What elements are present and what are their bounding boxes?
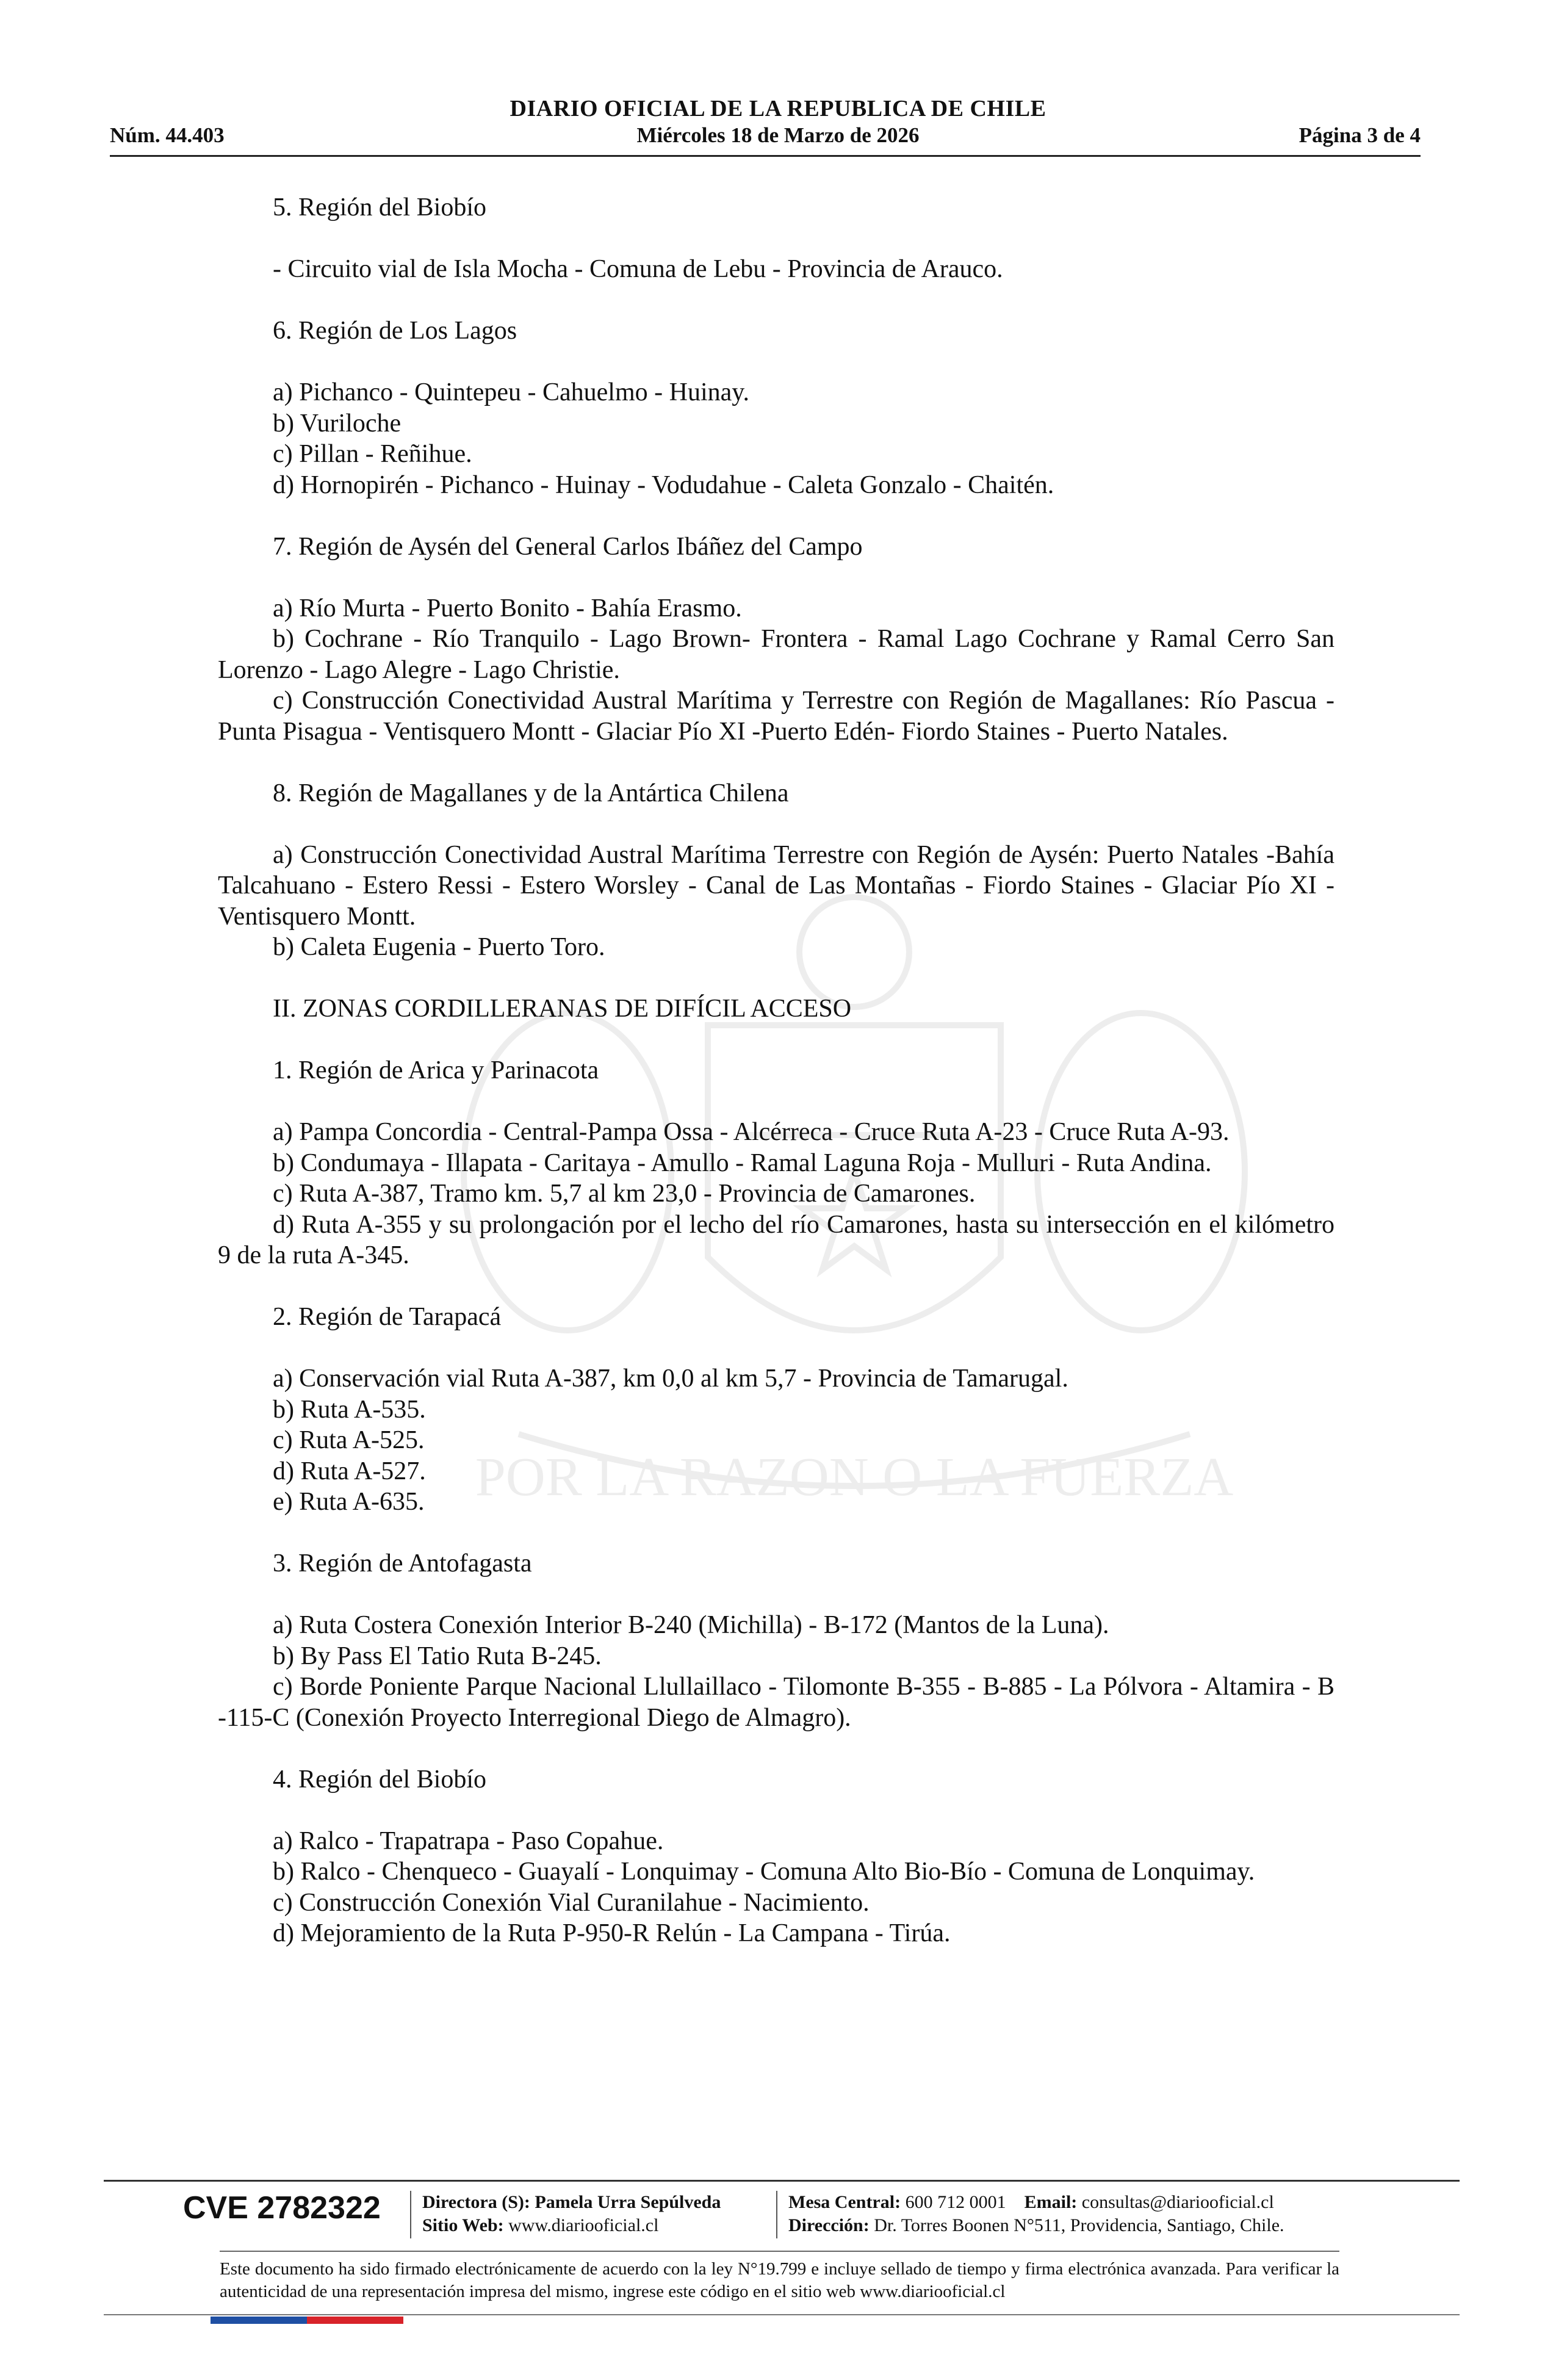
issue-date: Miércoles 18 de Marzo de 2026 bbox=[636, 123, 920, 147]
list-item: c) Borde Poniente Parque Nacional Llullaillaco - Tilomonte B-355 - B-885 - La Pólvora - Altamira - B -115-C (Conexión Proyecto Interregional Diego de Almagro). bbox=[218, 1673, 1334, 1732]
list-item: a) Pampa Concordia - Central-Pampa Ossa - Alcérreca - Cruce Ruta A-23 - Cruce Ruta A-93. bbox=[273, 1118, 1230, 1146]
section-heading: 1. Región de Arica y Parinacota bbox=[273, 1056, 599, 1084]
paragraph-spacer bbox=[218, 1733, 1334, 1764]
paragraph-spacer bbox=[218, 500, 1334, 532]
paragraph-spacer bbox=[218, 347, 1334, 378]
list-item: b) Vuriloche bbox=[273, 409, 402, 438]
list-item: a) Río Murta - Puerto Bonito - Bahía Erasmo. bbox=[273, 594, 742, 622]
paragraph-spacer bbox=[218, 1025, 1334, 1056]
email-link[interactable]: consultas@diariooficial.cl bbox=[1081, 2192, 1274, 2212]
list-item: a) Ruta Costera Conexión Interior B-240 (Michilla) - B-172 (Mantos de la Luna). bbox=[273, 1611, 1109, 1639]
publication-title: DIARIO OFICIAL DE LA REPUBLICA DE CHILE bbox=[510, 96, 1046, 121]
paragraph-spacer bbox=[218, 747, 1334, 778]
page-indicator: Página 3 de 4 bbox=[1298, 123, 1421, 147]
paragraph-spacer bbox=[218, 285, 1334, 316]
list-item: a) Construcción Conectividad Austral Marítima Terrestre con Región de Aysén: Puerto Natales -Bahía Talcahuano - Estero Ressi - Estero Worsley - Canal de Las Montañas - Fiordo Staines - Glaciar Pío XI - Ventisquero Montt. bbox=[218, 840, 1334, 931]
paragraph-spacer bbox=[218, 1333, 1334, 1364]
flag-stripe-red bbox=[307, 2317, 403, 2324]
section-heading: 6. Región de Los Lagos bbox=[273, 317, 517, 345]
issue-number: Núm. 44.403 bbox=[110, 123, 225, 147]
site-link[interactable]: www.diariooficial.cl bbox=[508, 2215, 659, 2235]
list-item: c) Ruta A-387, Tramo km. 5,7 al km 23,0 - Provincia de Camarones. bbox=[273, 1180, 976, 1208]
section-heading: 3. Región de Antofagasta bbox=[273, 1549, 532, 1578]
list-item: c) Construcción Conexión Vial Curanilahue - Nacimiento. bbox=[273, 1888, 870, 1917]
address-label: Dirección: bbox=[788, 2215, 870, 2235]
signature-notice: Este documento ha sido firmado electrónicamente de acuerdo con la ley N°19.799 e incluye sellado de tiempo y firma electrónica avanzada. Para verificar la autenticidad de una representación impresa del mismo, ingrese este código en el sitio web www.diariooficial.cl bbox=[220, 2259, 1339, 2301]
list-item: c) Ruta A-525. bbox=[273, 1426, 425, 1454]
list-item: a) Conservación vial Ruta A-387, km 0,0 al km 5,7 - Provincia de Tamarugal. bbox=[273, 1365, 1068, 1393]
section-heading: 8. Región de Magallanes y de la Antártica Chilena bbox=[273, 779, 789, 807]
document-body bbox=[218, 192, 1334, 1949]
list-item: d) Mejoramiento de la Ruta P-950-R Relún - La Campana - Tirúa. bbox=[273, 1919, 951, 1947]
footer-divider-top bbox=[104, 2180, 1460, 2182]
list-item: b) Caleta Eugenia - Puerto Toro. bbox=[273, 933, 605, 961]
list-item: b) Cochrane - Río Tranquilo - Lago Brown- Frontera - Ramal Lago Cochrane y Ramal Cerro San Lorenzo - Lago Alegre - Lago Christie. bbox=[218, 625, 1334, 684]
section-heading: 2. Región de Tarapacá bbox=[273, 1303, 502, 1331]
paragraph-spacer bbox=[218, 562, 1334, 593]
paragraph-spacer bbox=[218, 1518, 1334, 1549]
list-item: b) Ralco - Chenqueco - Guayalí - Lonquimay - Comuna Alto Bio-Bío - Comuna de Lonquimay. bbox=[273, 1858, 1255, 1886]
list-item: c) Construcción Conectividad Austral Marítima y Terrestre con Región de Magallanes: Río Pascua - Punta Pisagua - Ventisquero Montt - Glaciar Pío XI -Puerto Edén- Fiordo Staines - Puerto Natales. bbox=[218, 687, 1334, 746]
paragraph-spacer bbox=[218, 809, 1334, 840]
list-item: d) Ruta A-355 y su prolongación por el lecho del río Camarones, hasta su intersección en el kilómetro 9 de la ruta A-345. bbox=[218, 1210, 1334, 1269]
paragraph-spacer bbox=[218, 223, 1334, 254]
header-divider bbox=[110, 155, 1421, 157]
list-item: a) Pichanco - Quintepeu - Cahuelmo - Huinay. bbox=[273, 378, 750, 406]
email-label: Email: bbox=[1024, 2192, 1078, 2212]
phone-value: 600 712 0001 bbox=[905, 2192, 1006, 2212]
paragraph-spacer bbox=[218, 963, 1334, 994]
list-item: b) Ruta A-535. bbox=[273, 1395, 426, 1424]
site-label: Sitio Web: bbox=[422, 2215, 504, 2235]
paragraph-spacer bbox=[218, 1795, 1334, 1826]
list-item: b) By Pass El Tatio Ruta B-245. bbox=[273, 1642, 602, 1670]
list-item: d) Ruta A-527. bbox=[273, 1457, 426, 1485]
watermark-motto: POR LA RAZON O LA FUERZA bbox=[475, 1447, 1234, 1507]
cve-code: CVE 2782322 bbox=[183, 2190, 381, 2226]
footer-divider-bottom bbox=[104, 2314, 1460, 2315]
footer-separator bbox=[410, 2191, 411, 2238]
footer-director-block bbox=[422, 2191, 721, 2237]
section-heading: II. ZONAS CORDILLERANAS DE DIFÍCIL ACCESO bbox=[273, 995, 852, 1023]
phone-label: Mesa Central: bbox=[788, 2192, 901, 2212]
list-item: - Circuito vial de Isla Mocha - Comuna de Lebu - Provincia de Arauco. bbox=[273, 255, 1003, 283]
footer-separator bbox=[776, 2191, 777, 2238]
footer-contact-block bbox=[788, 2191, 1284, 2237]
address-value: Dr. Torres Boonen N°511, Providencia, Santiago, Chile. bbox=[874, 2215, 1284, 2235]
paragraph-spacer bbox=[218, 1579, 1334, 1610]
section-heading: 7. Región de Aysén del General Carlos Ibáñez del Campo bbox=[273, 532, 863, 561]
paragraph-spacer bbox=[218, 1086, 1334, 1117]
list-item: e) Ruta A-635. bbox=[273, 1488, 425, 1516]
footer-divider-mid bbox=[220, 2251, 1339, 2252]
director-label: Directora (S): bbox=[422, 2192, 530, 2212]
list-item: b) Condumaya - Illapata - Caritaya - Amullo - Ramal Laguna Roja - Mulluri - Ruta Andina. bbox=[273, 1149, 1212, 1177]
list-item: c) Pillan - Reñihue. bbox=[273, 440, 472, 468]
flag-stripe-blue bbox=[211, 2317, 307, 2324]
paragraph-spacer bbox=[218, 1271, 1334, 1302]
section-heading: 4. Región del Biobío bbox=[273, 1765, 486, 1794]
list-item: a) Ralco - Trapatrapa - Paso Copahue. bbox=[273, 1826, 664, 1855]
section-heading: 5. Región del Biobío bbox=[273, 193, 486, 222]
director-name: Pamela Urra Sepúlveda bbox=[535, 2192, 721, 2212]
list-item: d) Hornopirén - Pichanco - Huinay - Vodudahue - Caleta Gonzalo - Chaitén. bbox=[273, 471, 1054, 499]
